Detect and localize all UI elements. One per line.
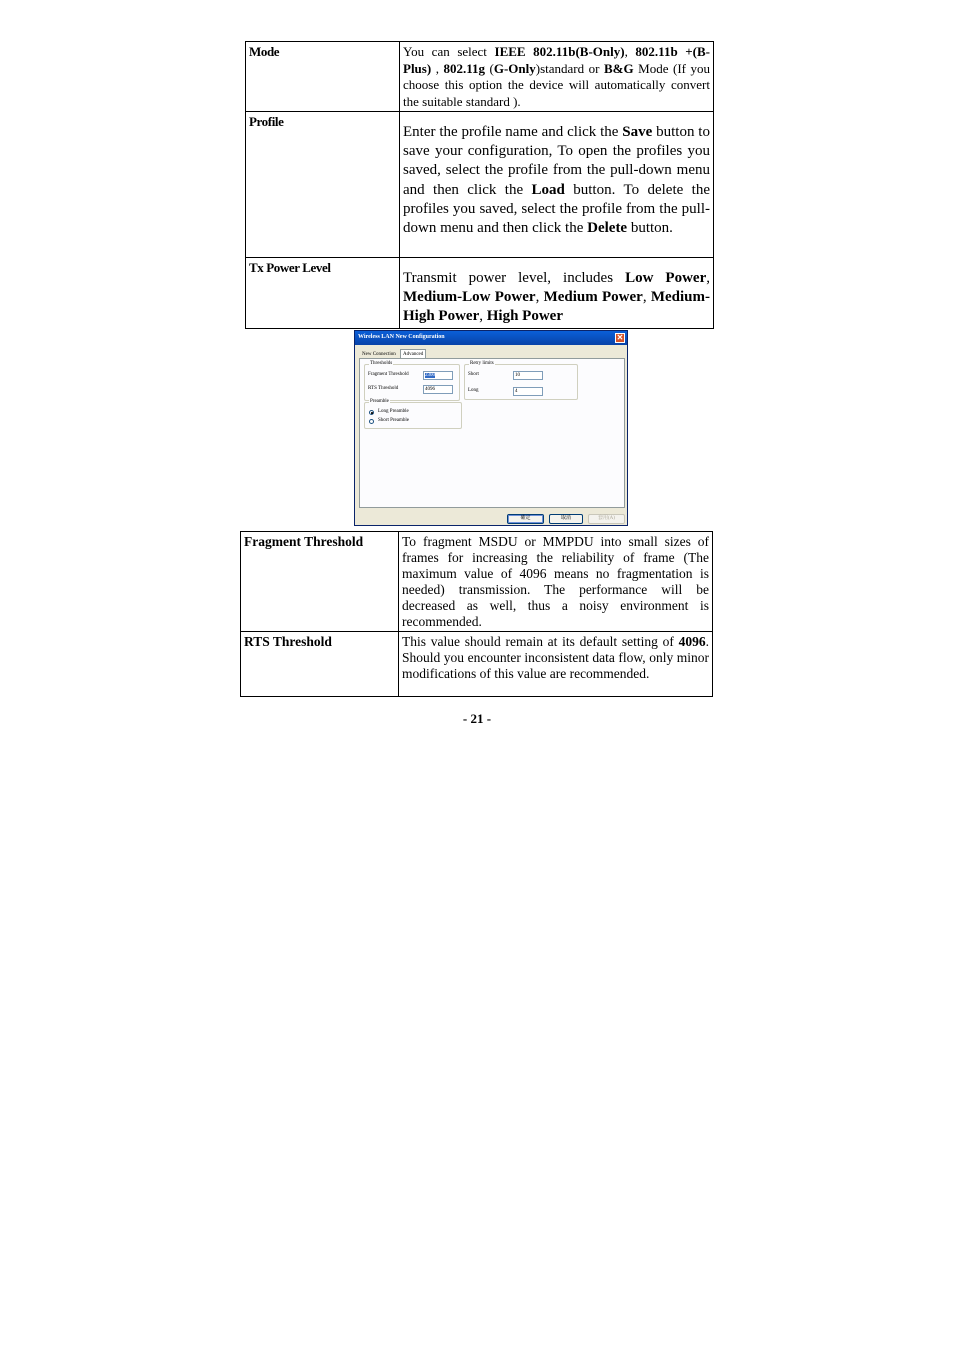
bold-text: Medium-High Power — [403, 289, 711, 325]
long-preamble-label: Long Preamble — [378, 409, 409, 414]
fragment-threshold-value: 2300 — [425, 373, 435, 378]
wireless-config-dialog — [354, 330, 628, 526]
text-run: You can select — [403, 44, 495, 59]
table-row — [241, 532, 713, 632]
row-desc-rts-threshold — [399, 632, 713, 697]
close-icon[interactable]: ✕ — [616, 333, 624, 342]
settings-table-top — [245, 41, 714, 329]
rts-threshold-input[interactable]: 4096 — [423, 385, 453, 394]
text-run: button to save your configuration, To open the profiles you saved, select the profile from the pull-down menu and then click the — [403, 124, 710, 198]
preamble-group — [364, 399, 462, 429]
table-row — [246, 42, 714, 112]
bold-text: Low Power — [625, 270, 707, 286]
fragment-threshold-input[interactable] — [423, 371, 453, 380]
text-run: This value should remain at its default setting of — [402, 634, 679, 649]
rts-threshold-label: RTS Threshold — [368, 386, 399, 391]
text-run: Mode (If you choose this option the device will automatically convert the suitable standard ). — [403, 60, 710, 109]
text-run: button. To delete the profiles you saved, select the profile from the pull-down menu and then click the — [403, 181, 710, 237]
advanced-panel — [359, 358, 625, 508]
long-preamble-radio[interactable] — [369, 410, 374, 415]
text-run: , — [624, 44, 636, 59]
long-retry-input[interactable]: 4 — [513, 387, 543, 396]
bold-text: B&G — [604, 60, 634, 76]
bold-text: 802.11g — [443, 60, 485, 76]
tab-new-connection[interactable]: New Connection — [362, 352, 396, 357]
text-run: , — [431, 60, 444, 76]
thresholds-group — [364, 361, 460, 401]
text-run: )standard or — [535, 60, 604, 76]
bold-text: High Power — [486, 308, 563, 325]
long-retry-label: Long — [468, 388, 479, 393]
table-row — [241, 632, 713, 697]
row-desc-tx-power — [400, 258, 714, 329]
short-preamble-label: Short Preamble — [378, 418, 409, 423]
tab-advanced[interactable]: Advanced — [400, 349, 426, 359]
table-row — [246, 258, 714, 329]
row-desc-profile — [400, 112, 714, 258]
bold-text: 802.11b +(B-Plus) — [403, 44, 710, 76]
text-run: , — [535, 289, 544, 306]
bold-text: Load — [531, 181, 565, 198]
bold-text: Medium Power — [543, 289, 643, 306]
apply-button[interactable]: 套用(A) — [588, 514, 625, 524]
row-desc-mode — [400, 42, 714, 112]
thresholds-legend: Thresholds — [370, 361, 393, 366]
text-run: . Should you encounter inconsistent data flow, only minor modifications of this value are recommended. — [402, 634, 709, 681]
bold-text: Medium-Low Power — [403, 289, 536, 306]
preamble-legend: Preamble — [370, 399, 389, 404]
ok-button[interactable]: 確定 — [507, 514, 544, 524]
row-label-rts-threshold: RTS Threshold — [241, 632, 399, 697]
bold-text: Save — [622, 124, 653, 140]
text-run: , — [642, 289, 651, 306]
row-label-fragment-threshold: Fragment Threshold — [241, 532, 399, 632]
row-desc-fragment-threshold — [399, 532, 713, 632]
row-label-mode: Mode — [246, 42, 400, 112]
text-run: Transmit power level, includes — [403, 270, 626, 286]
bold-text: Delete — [587, 220, 628, 237]
page-number: - 21 - — [462, 711, 492, 726]
text-run: Enter the profile name and click the — [403, 124, 623, 140]
settings-table-bottom — [240, 531, 713, 697]
retry-limits-legend: Retry limits — [470, 361, 494, 366]
dialog-title: Wireless LAN New Configuration — [358, 334, 445, 340]
text-run: To fragment MSDU or MMPDU into small sizes of frames for increasing the reliability of frame (The maximum value of 4096 means no fragmentation is needed) transmission. The performance will be decreased as well, thus a noisy environment is recommended. — [402, 534, 709, 629]
bold-text: IEEE 802.11b(B-Only) — [494, 44, 625, 59]
text-run: , — [706, 270, 710, 286]
text-run: ( — [485, 60, 494, 76]
cancel-button[interactable]: 取消 — [549, 514, 583, 524]
short-retry-label: Short — [468, 372, 479, 377]
dialog-titlebar — [355, 331, 627, 345]
short-retry-input[interactable]: 10 — [513, 371, 543, 380]
bold-text: G-Only — [493, 60, 536, 76]
bold-text: 4096 — [678, 634, 706, 649]
row-label-profile: Profile — [246, 112, 400, 258]
short-preamble-radio[interactable] — [369, 419, 374, 424]
retry-limits-group — [464, 361, 578, 400]
row-label-tx-power: Tx Power Level — [246, 258, 400, 329]
text-run: button. — [627, 220, 673, 237]
fragment-threshold-label: Fragment Threshold — [368, 372, 409, 377]
text-run: , — [479, 308, 487, 325]
table-row — [246, 112, 714, 258]
